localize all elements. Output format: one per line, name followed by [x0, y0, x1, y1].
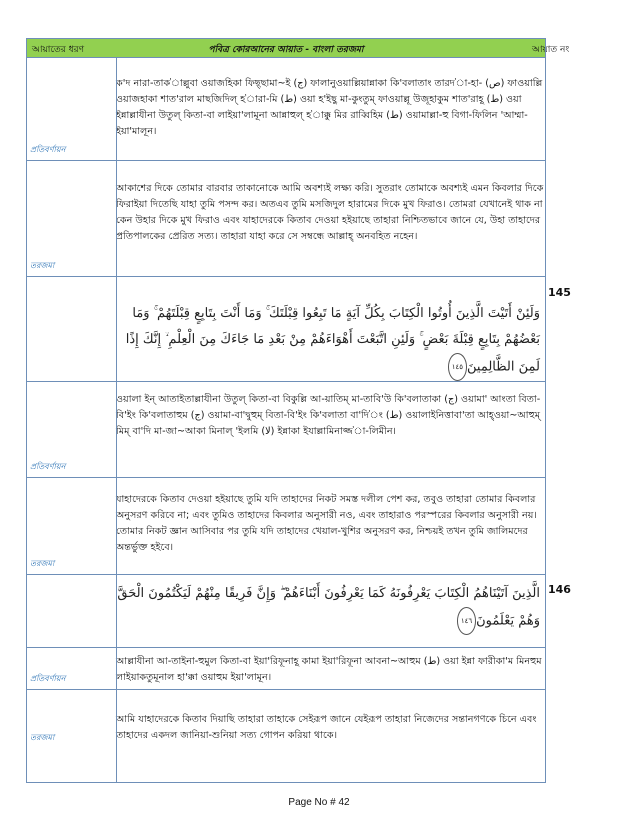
ayah-number: 146: [548, 583, 571, 596]
ayah-end-marker: ١٤٦: [457, 607, 476, 635]
translation-text: আকাশের দিকে তোমার বারবার তাকানোকে আমি অবশ্যই লক্ষ্য করি। সুতরাং তোমাকে অবশ্যই এমন কিবলার দিকে ফিরাইয়া দিতেছি যাহা তুমি পসন্দ কর। অতএব তুমি মসজিদুল হারামের দিকে মুখ ফিরাও। তোমরা যেখানেই থাক না কেন উহার দিকে মুখ ফিরাও এবং যাহাদেরকে কিতাব দেওয়া হইয়াছে তাহারা নিশ্চিতভাবে জানে যে, উহা তাহাদের প্রতিপালকের প্রেরিত সত্য। তাহারা যাহা করে সে সম্বন্ধে আল্লাহ্ অনবহিত নহেন।: [116, 183, 544, 242]
ayah-end-marker: ١٤٥: [448, 353, 467, 381]
transliteration-text: ওয়ালা ইন্ আতাইতাল্লাযীনা উতুল্ কিতা-বা বিকুল্লি আ-য়াতিম্ মা-তাবি'উ কি'বলাতাকা (ج) ওয়ামা' আংতা বিতা-বি'ইং কি'বলাতাহুম (ج) ওয়ামা-বা'দ্বুহুম্ বিতা-বি'ইং কি'বলাতা বা'দি'ং (ط) ওয়ালাইনিত্তাবা'তা আহ্ওয়া~আহুম্ মিম্ বা'দি মা-জা~আকা মিনাল্ 'ইলমি (لا) ইন্নাকা ইযাল্লামিনাজ্জ'া-লিমীন।: [116, 394, 541, 437]
header-text-column: পবিত্র কোরআনের আয়াত - বাংলা তরজমা: [208, 45, 364, 55]
page-number: Page No # 42: [288, 797, 350, 808]
translation-text: যাহাদেরকে কিতাব দেওয়া হইয়াছে তুমি যদি তাহাদের নিকট সমস্ত দলীল পেশ কর, তবুও তাহারা তোমার কিবলার অনুসরণ করিবে না; এবং তুমিও তাহাদের কিবলার অনুসারী নও, এবং তাহারাও পরস্পরের কিবলার অনুসারী নয়। তোমার নিকট জ্ঞান আসিবার পর তুমি যদি তাহাদের খেয়াল-খুশির অনুসরণ কর, নিশ্চয়ই তখন তুমি জালিমদের অন্তর্ভুক্ত হইবে।: [116, 494, 537, 553]
row-type-label: প্রতিবর্ণায়ন: [30, 674, 66, 683]
row-type-label: প্রতিবর্ণায়ন: [30, 462, 66, 471]
row-type-label: তরজমা: [30, 559, 55, 568]
row-type-label: তরজমা: [30, 261, 55, 270]
transliteration-text: আল্লাযীনা আ-তাইনা-হুমুল কিতা-বা ইয়া'রিফূনাহূ কামা ইয়া'রিফূনা আবনা~আহুম (ط) ওয়া ইন্না ফারীকা'ম মিনহুম লাইয়াকতুমূনাল হা'ক্কা ওয়াহুম ইয়া'লামূন।: [116, 656, 542, 683]
arabic-verse: الَّذِينَ آتَيْنَاهُمُ الْكِتَابَ يَعْرِفُونَهُ كَمَا يَعْرِفُونَ أَبْنَاءَهُمْ ۖ وَإِنَّ فَرِيقًا مِنْهُمْ لَيَكْتُمُونَ الْحَقَّ وَهُمْ يَعْلَمُونَ: [117, 586, 540, 629]
table-frame: [26, 38, 546, 783]
column-divider: [116, 58, 117, 783]
translation-text: আমি যাহাদেরকে কিতাব দিয়াছি তাহারা তাহাকে সেইরূপ জানে যেইরূপ তাহারা নিজেদের সন্তানগণকে চিনে এবং তাহাদের একদল জানিয়া-শুনিয়া সত্য গোপন করিয়া থাকে।: [116, 714, 537, 741]
row-type-label: প্রতিবর্ণায়ন: [30, 145, 66, 154]
transliteration-text: ক'দ নারা-তাক'াল্লুবা ওয়াজহিকা ফিছ্ছামা~ই (ج) ফালানুওয়াল্লিয়ান্নাকা কি'বলাতাং তারদ'া-হা- (ص) ফাওয়াল্লি ওয়াজহাকা শাত'রাল মাছজিদিল্ হ'ারা-মি (ط) ওয়া হ'ইছু মা-কুংতুম্ ফাওয়াল্লূ উজূহাকুম শাত'রাহূ (ط) ওয়া ইন্নাল্লাযীনা উতুল্ কিতা-বা লাইয়া'লামূনা আন্নাহুল্ হ'াক্কু মির রাব্বিহিম (ط) ওয়ামাল্লা-হু বিগা-ফিলিন 'আম্মা- ইয়া'মালূন।: [116, 78, 543, 137]
ayah-number: 145: [548, 286, 571, 299]
arabic-verse: وَلَئِنْ أَتَيْتَ الَّذِينَ أُوتُوا الْكِتَابَ بِكُلِّ آيَةٍ مَا تَبِعُوا قِبْلَتَكَ ۚ وَمَا أَنْتَ بِتَابِعٍ قِبْلَتَهُمْ ۚ وَمَا بَعْضُهُمْ بِتَابِعٍ قِبْلَةَ بَعْضٍ ۚ وَلَئِنِ اتَّبَعْتَ أَهْوَاءَهُمْ مِنْ بَعْدِ مَا جَاءَكَ مِنَ الْعِلْمِ ۙ إِنَّكَ إِذًا لَمِنَ الظَّالِمِينَ: [125, 306, 540, 375]
row-type-label: তরজমা: [30, 733, 55, 742]
header-num-column: আয়াত নং: [532, 45, 570, 55]
header-type-column: আয়াতের ধরণ: [32, 45, 85, 55]
